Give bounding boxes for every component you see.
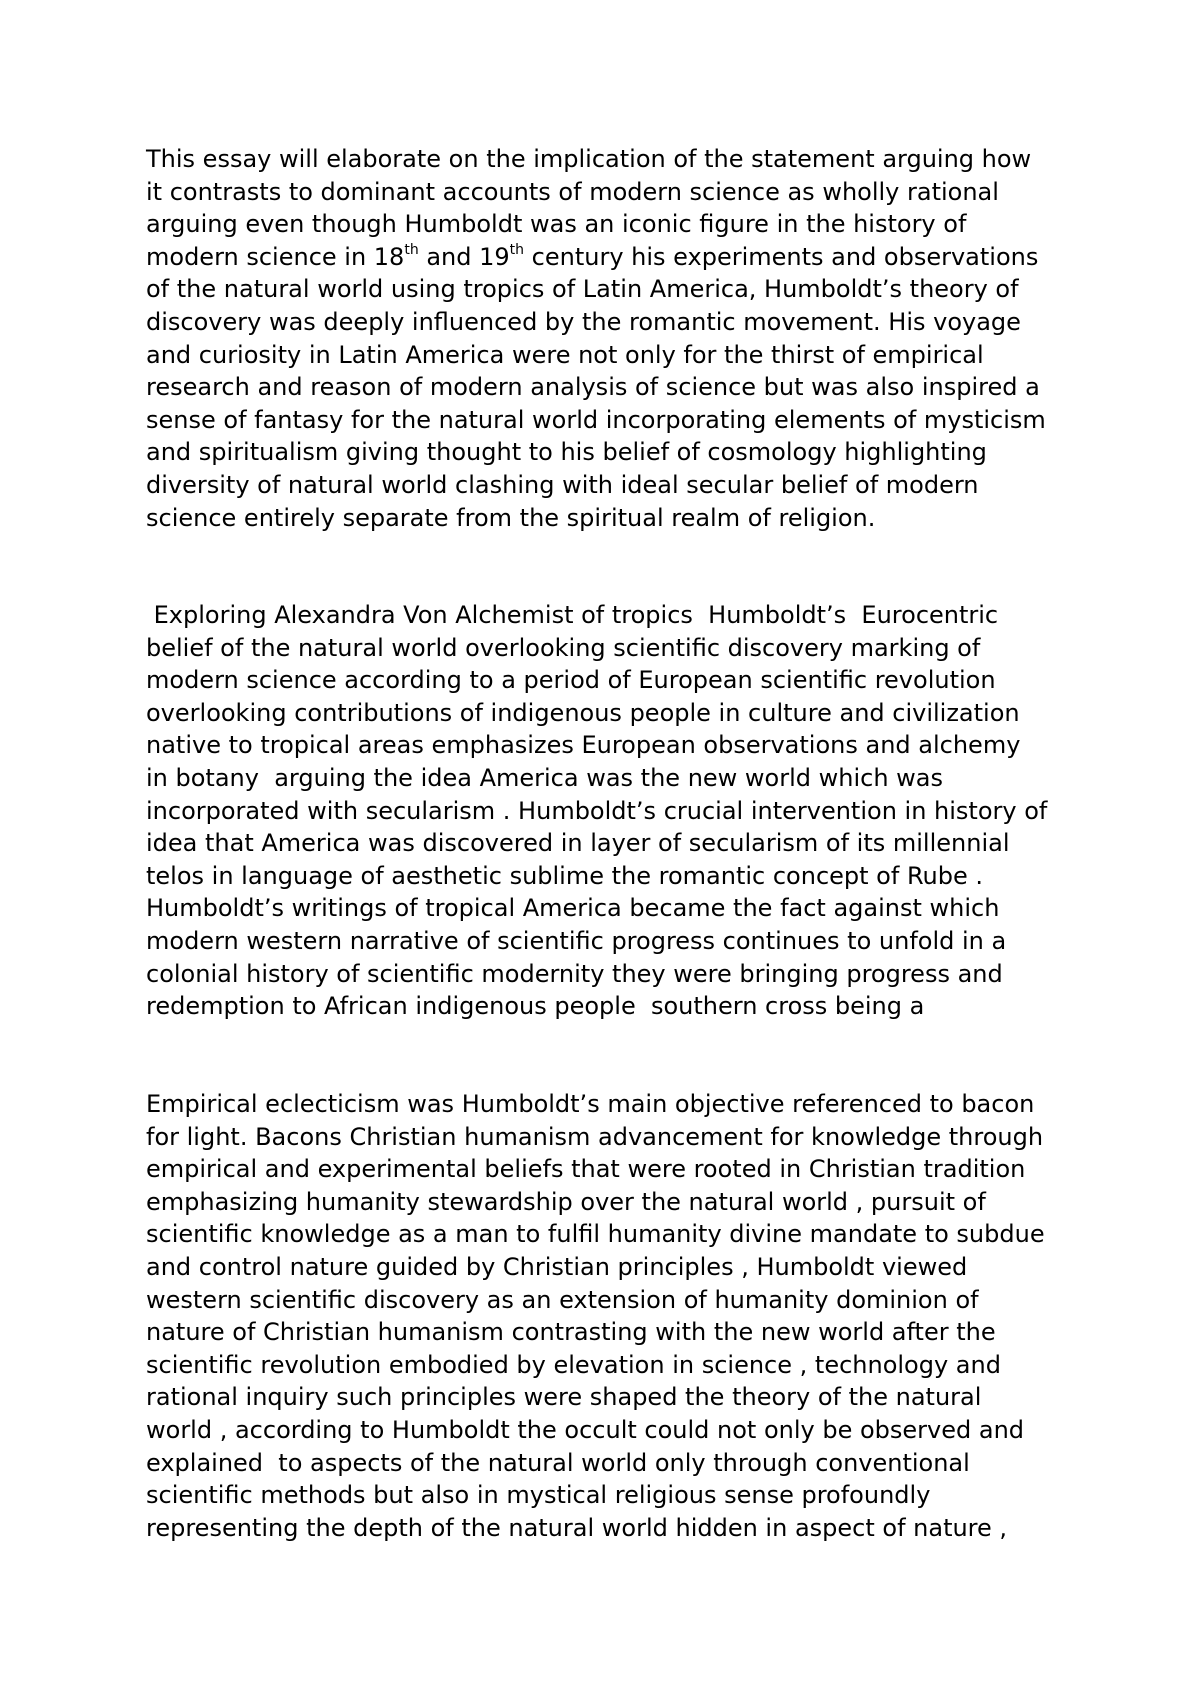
text-line: scientific revolution embodied by elevation in science , technology and <box>146 1350 1001 1379</box>
text-segment: century his experiments and observations <box>524 242 1039 271</box>
text-line: redemption to African indigenous people southern cross being a <box>146 992 925 1021</box>
text-line: modern science according to a period of European scientific revolution <box>146 666 996 695</box>
text-line: of the natural world using tropics of Latin America, Humboldt’s theory of <box>146 275 1019 304</box>
text-line: western scientific discovery as an extension of humanity dominion of <box>146 1285 979 1314</box>
text-line-with-superscripts <box>146 241 1106 274</box>
text-line: overlooking contributions of indigenous people in culture and civilization <box>146 698 1020 727</box>
paragraph-introduction <box>146 143 1106 534</box>
text-segment: modern science in 18 <box>146 242 405 271</box>
text-line: Humboldt’s writings of tropical America became the fact against which <box>146 894 1000 923</box>
text-line: for light. Bacons Christian humanism advancement for knowledge through <box>146 1122 1044 1151</box>
text-line: representing the depth of the natural world hidden in aspect of nature , <box>146 1513 1008 1542</box>
text-line: sense of fantasy for the natural world incorporating elements of mysticism <box>146 405 1046 434</box>
text-line: telos in language of aesthetic sublime the romantic concept of Rube . <box>146 861 984 890</box>
superscript-ordinal: th <box>404 241 419 258</box>
text-line: world , according to Humboldt the occult could not only be observed and <box>146 1415 1025 1444</box>
text-line: science entirely separate from the spiritual realm of religion. <box>146 503 876 532</box>
text-line: and curiosity in Latin America were not only for the thirst of empirical <box>146 340 984 369</box>
text-line: and control nature guided by Christian principles , Humboldt viewed <box>146 1252 968 1281</box>
text-line: rational inquiry such principles were shaped the theory of the natural <box>146 1383 982 1412</box>
text-line: in botany arguing the idea America was the new world which was <box>146 763 944 792</box>
text-line: native to tropical areas emphasizes European observations and alchemy <box>146 731 1021 760</box>
text-segment: and 19 <box>418 242 510 271</box>
text-line: modern western narrative of scientific progress continues to unfold in a <box>146 926 1007 955</box>
text-line: and spiritualism giving thought to his belief of cosmology highlighting <box>146 438 987 467</box>
text-line: nature of Christian humanism contrasting with the new world after the <box>146 1318 996 1347</box>
text-line: research and reason of modern analysis of science but was also inspired a <box>146 373 1040 402</box>
paragraph-empirical-eclecticism <box>146 1088 1106 1544</box>
text-line: scientific knowledge as a man to fulfil humanity divine mandate to subdue <box>146 1220 1045 1249</box>
text-line: scientific methods but also in mystical religious sense profoundly <box>146 1481 931 1510</box>
text-line: idea that America was discovered in layer of secularism of its millennial <box>146 829 1010 858</box>
text-line: discovery was deeply influenced by the romantic movement. His voyage <box>146 307 1021 336</box>
paragraph-eurocentrism <box>146 599 1106 1023</box>
text-line: Empirical eclecticism was Humboldt’s main objective referenced to bacon <box>146 1090 1035 1118</box>
text-line: This essay will elaborate on the implication of the statement arguing how <box>146 145 1032 173</box>
text-line: arguing even though Humboldt was an iconic figure in the history of <box>146 210 967 239</box>
text-line: belief of the natural world overlooking scientific discovery marking of <box>146 633 981 662</box>
superscript-ordinal: th <box>509 241 525 258</box>
text-line: emphasizing humanity stewardship over the natural world , pursuit of <box>146 1187 986 1216</box>
text-line: colonial history of scientific modernity they were bringing progress and <box>146 959 1003 988</box>
text-line: diversity of natural world clashing with ideal secular belief of modern <box>146 470 979 499</box>
text-line: Exploring Alexandra Von Alchemist of tropics Humboldt’s Eurocentric <box>146 601 999 629</box>
text-line: explained to aspects of the natural world only through conventional <box>146 1448 970 1477</box>
text-line: incorporated with secularism . Humboldt’s crucial intervention in history of <box>146 796 1048 825</box>
text-line: empirical and experimental beliefs that were rooted in Christian tradition <box>146 1155 1026 1184</box>
text-line: it contrasts to dominant accounts of modern science as wholly rational <box>146 177 999 206</box>
